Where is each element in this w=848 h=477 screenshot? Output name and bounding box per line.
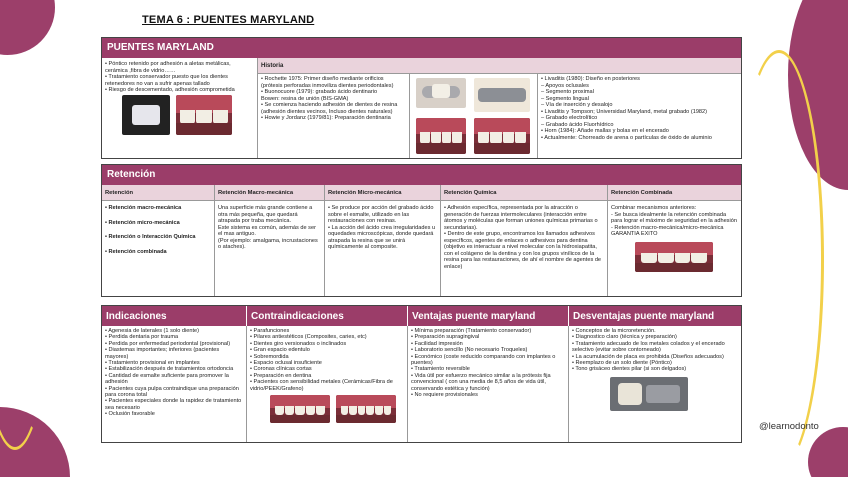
contraindicaciones-header: Contraindicaciones [247, 306, 408, 326]
text-line: Una superficie más grande contiene a otra más pequeña, que quedará atrapada por traba mecánica. [218, 205, 313, 224]
historia-line: – Apoyos oclusales [541, 82, 589, 89]
list-item: • Parafunciones [250, 328, 290, 334]
intro-line: • Póntico retenido por adhesión a aletas metálicas, cerámica ,fibra de vidrio…… [105, 61, 231, 74]
text-line: (Por ejemplo: amalgama, incrustaciones o ataches). [218, 237, 318, 250]
intraoral-photo-2 [474, 118, 530, 154]
text-line: • La acción del ácido crea irregularidades u oquedades microscópicas, donde quedará atrapada la resina que se unirá químicamente al composite. [328, 224, 436, 250]
indicaciones-list [102, 326, 247, 442]
text-line: • Se produce por acción del grabado ácido sobre el esmalte, utilizado en las restauraciones con resinas. [328, 205, 434, 224]
contraindicaciones-list [247, 326, 408, 442]
list-item: • Dientes giro versionados o inclinados [250, 340, 347, 347]
section-title: Retención [102, 165, 741, 185]
historia-line: – Grabado ácido Fluorhídrico [541, 121, 614, 128]
text-line: - Retención macro-mecánica/micro-mecánica GARANTIA EXITO [611, 224, 724, 237]
list-item: • Tratamiento reversible [411, 366, 470, 373]
list-item: • Pacientes con sensibilidad metales (Cerámicas/Fibra de vidrio/PEEK/Grafeno) [250, 379, 393, 392]
list-item: • Tratamiento provisional en implantes [105, 360, 200, 367]
col-header-retencion: Retención [102, 185, 215, 201]
list-item: • Estabilización después de tratamientos ortodoncia [105, 366, 234, 373]
col-header-macro: Retención Macro-mecánica [215, 185, 325, 201]
intro-text [102, 58, 258, 158]
historia-photos [410, 74, 538, 158]
list-item: • Oclusión favorable [105, 411, 155, 418]
list-item: • Perdida por enfermedad periodontal (provisional) [105, 340, 231, 347]
contraindicaciones-photos [250, 395, 404, 425]
list-item: • Coronas clínicas cortas [250, 366, 312, 373]
col-header-quimica: Retención Química [441, 185, 608, 201]
historia-line: • Buonocuore (1979): grabado ácido dentinario [261, 89, 378, 95]
list-item: • Gran espacio edentulo [250, 347, 310, 354]
historia-label: Historia [258, 58, 741, 74]
decor-blob-bottom-right [808, 427, 848, 477]
micro-text [325, 201, 441, 296]
section-title: PUENTES MARYLAND [102, 38, 741, 58]
historia-line: • Se comienza haciendo adhesión de dientes de resina (adhesión dientes vecinos, Incluso dientes naturales) [261, 102, 398, 115]
historia-block [258, 58, 741, 158]
historia-line: – Segmento lingual [541, 95, 589, 102]
list-item: • Retención macro-mecánica [105, 205, 182, 211]
list-item: • Reemplazo de un solo diente (Póntico) [572, 360, 672, 367]
ventajas-header: Ventajas puente maryland [408, 306, 569, 326]
list-item: • Retención o Interacción Química [105, 234, 196, 240]
list-item: • Diastemas importantes; inferiores (pacientes mayores) [105, 347, 220, 360]
list-item: • Conceptos de la microretención. [572, 328, 656, 334]
text-line: • Adhesión específica, representada por la atracción o generación de fuerzas intermoleculares (interacción entre átomos y moléculas que forman uniones químicas primarias o secundarias). [444, 205, 598, 231]
maryland-bridge-model-photo [416, 78, 466, 108]
historia-line: • Actualmente: Chorreado de arena o partículas de óxido de aluminio [541, 134, 712, 141]
indicaciones-section [101, 305, 742, 443]
list-item: • Retención micro-mecánica [105, 219, 180, 226]
list-item: • Pacientes especiales donde la rapidez de tratamiento sea necesario [105, 398, 242, 411]
parafunction-photo [270, 395, 330, 423]
decor-swirl-left [0, 30, 55, 450]
historia-line: – Vía de inserción y desalojo [541, 102, 613, 108]
col-header-micro: Retención Micro-mecánica [325, 185, 441, 201]
list-item: • Pilares antiestéticos (Composites, caries, etc) [250, 334, 367, 341]
list-item: • Agenesia de laterales (1 solo diente) [105, 328, 200, 334]
bridge-photo [176, 95, 232, 135]
indicaciones-header: Indicaciones [102, 306, 247, 326]
list-item: • Espacio oclusal insuficiente [250, 360, 322, 367]
intraoral-photo-1 [416, 118, 466, 154]
veneer-photo [122, 95, 170, 135]
author-handle: @learnodonto [759, 421, 819, 432]
historia-line: • Horn (1984): Añade mallas y bolas en el encerado [541, 128, 669, 134]
historia-line: Bowen: resina de unión (BIS-GMA) [261, 95, 349, 102]
historia-col-3 [538, 74, 741, 158]
quimica-text [441, 201, 608, 296]
list-item: • Diagnostico claro (técnica y preparación) [572, 334, 677, 341]
retencion-section [101, 164, 742, 297]
historia-line: • Livaditis y Tompson; Universidad Maryland, metal grabado (1982) [541, 108, 708, 115]
combined-retention-photo [635, 242, 713, 272]
historia-line: – Segmento proximal [541, 89, 594, 95]
macro-text [215, 201, 325, 296]
historia-line: • Howie y Jordanz (1979/81): Preparación dentinaria [261, 115, 391, 121]
smile-photo [336, 395, 396, 423]
list-item: • Tratamiento adecuado de los metales colados y el encerado selectivo (evitar sobre contorneado) [572, 340, 725, 354]
list-item: • Económico (coste reducido comparando con implantes o puentes) [411, 353, 556, 367]
list-item: • Laboratorio sencillo (No necesario Troqueles) [411, 347, 528, 354]
retention-types-list [102, 201, 215, 296]
historia-line: • Livaditis (1980): Diseño en posteriores [541, 76, 640, 82]
desventajas-header: Desventajas puente maryland [569, 306, 741, 326]
desventajas-list [569, 326, 741, 442]
combinada-text [608, 201, 741, 296]
list-item: • No requiere provisionales [411, 392, 478, 399]
list-item: • Tono grisáceo dientes pilar (si son delgados) [572, 366, 687, 373]
intro-line: • Tratamiento conservador puesto que los dientes retenedores no van a sufrir apenas tallado [105, 74, 228, 87]
list-item: • Vida útil por esfuerzo mecánico similar a la prótesis fija convencional ( con una media de 8,5 años de vida útil, conservando estética y función) [411, 372, 551, 392]
metal-wing-photo [610, 377, 688, 411]
decor-swirl-right [734, 50, 824, 470]
list-item: • Cantidad de esmalte suficiente para promover la adhesión [105, 372, 229, 386]
list-item: • Pacientes cuya pulpa contraindique una preparación para corona total [105, 385, 239, 399]
list-item: • Perdida dentaria por trauma [105, 334, 179, 341]
list-item: • Mínima preparación (Tratamiento conservador) [411, 328, 532, 334]
list-item: • Preparación supragingival [411, 334, 480, 341]
list-item: • Retención combinada [105, 248, 167, 255]
col-header-combinada: Retención Combinada [608, 185, 741, 201]
puentes-maryland-section [101, 37, 742, 159]
historia-line: • Rochette 1975: Primer diseño mediante orificios (prótesis perforadas inmoviliza dientes periodontales) [261, 76, 394, 89]
list-item: • La acumulación de placa es prohibida (Diseños adecuados) [572, 353, 724, 360]
list-item: • Sobremordida [250, 353, 289, 360]
text-line: Este sistema es común, además de ser el mas antiguo. [218, 224, 316, 237]
maryland-wing-photo [474, 78, 530, 112]
text-line: Combinar mecanismos anteriores: [611, 205, 697, 211]
historia-col-1 [258, 74, 410, 158]
list-item: • Facilidad impresión [411, 340, 463, 347]
page-title: TEMA 6 : PUENTES MARYLAND [142, 14, 315, 26]
text-line: • Dentro de este grupo, encontramos los llamados adhesivos específicos, agentes de enlaces o adhesivos para dentina (objetivo es interactuar a nivel molecular con la hidroxiapatita, con el colágeno de la dentina y con los grupos vinílicos de la resina para las restauraciones, de ahí el nombre de agentes de enlace) [444, 231, 602, 270]
list-item: • Preparación en dentina [250, 372, 312, 379]
text-line: - Se busca idealmente la retención combinada para lograr el máximo de seguridad en la adhesión [611, 211, 737, 224]
intro-line: • Riesgo de descementado, adhesión comprometida [105, 87, 235, 94]
ventajas-list [408, 326, 569, 442]
historia-line: – Grabado electrolítico [541, 115, 598, 121]
